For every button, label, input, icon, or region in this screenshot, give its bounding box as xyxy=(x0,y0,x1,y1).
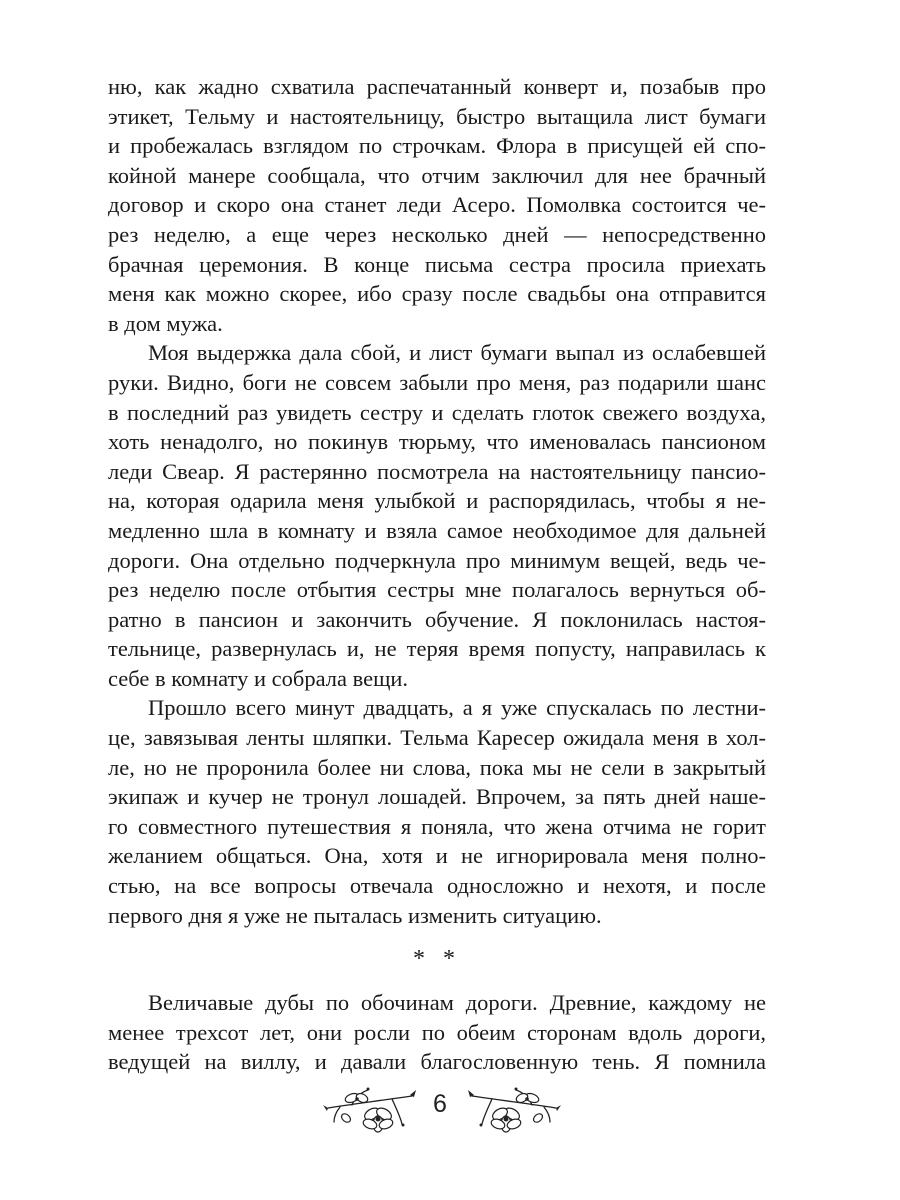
text-line: Прошло всего минут двадцать, а я уже спускалась по лестни- xyxy=(148,695,766,721)
text-line: этикет, Тельму и настоятельницу, быстро вытащила лист бумаги xyxy=(108,103,766,129)
text-line: ведущей на виллу, и давали благословенную тень. Я помнила xyxy=(108,1049,766,1075)
text-line: ратно в пансион и закончить обучение. Я поклонилась настоя- xyxy=(108,606,766,632)
text-line: Моя выдержка дала сбой, и лист бумаги выпал из ослабевшей xyxy=(148,340,766,366)
text-line: Величавые дубы по обочинам дороги. Древние, каждому не xyxy=(148,990,766,1016)
text-line: менее трехсот лет, они росли по обеим сторонам вдоль дороги, xyxy=(108,1019,766,1045)
blossom-branch-icon xyxy=(466,1072,562,1142)
blossom-branch-icon xyxy=(322,1072,418,1142)
text-line: рез неделю, а еще через несколько дней — непосредственно xyxy=(108,221,766,247)
text-line: желанием общаться. Она, хотя и не игнорировала меня полно- xyxy=(108,843,766,869)
text-line: стью, на все вопросы отвечала односложно и нехотя, и после xyxy=(108,873,766,899)
body-text xyxy=(108,72,766,1077)
text-line: ле, но не проронила более ни слова, пока мы не сели в закрытый xyxy=(108,754,766,780)
text-line: договор и скоро она станет леди Асеро. Помолвка состоится че- xyxy=(108,192,766,218)
text-line: рез неделю после отбытия сестры мне полагалось вернуться об- xyxy=(108,577,766,603)
text-line: дороги. Она отдельно подчеркнула про минимум вещей, ведь че- xyxy=(108,547,766,573)
text-line: в последний раз увидеть сестру и сделать глоток свежего воздуха, xyxy=(108,399,766,425)
text-line: на, которая одарила меня улыбкой и распорядилась, чтобы я не- xyxy=(108,488,766,514)
text-line: первого дня я уже не пыталась изменить ситуацию. xyxy=(108,902,602,928)
text-line: и пробежалась взглядом по строчкам. Флора в присущей ей спо- xyxy=(108,133,766,159)
text-line: брачная церемония. В конце письма сестра просила приехать xyxy=(108,251,766,277)
text-line: леди Свеар. Я растерянно посмотрела на настоятельницу пансио- xyxy=(108,458,766,484)
paragraph-3 xyxy=(108,693,766,930)
text-line: в дом мужа. xyxy=(108,310,223,336)
paragraph-1 xyxy=(108,72,766,338)
text-line: себе в комнату и собрала вещи. xyxy=(108,665,409,691)
text-line: тельнице, развернулась и, не теряя время попусту, направилась к xyxy=(108,636,766,662)
text-line: це, завязывая ленты шляпки. Тельма Каресер ожидала меня в хол- xyxy=(108,725,766,751)
section-separator: * * xyxy=(413,946,461,973)
text-line: меня как можно скорее, ибо сразу после свадьбы она отправится xyxy=(108,281,766,307)
text-line: ню, как жадно схватила распечатанный конверт и, позабыв про xyxy=(108,74,766,99)
text-line: койной манере сообщала, что отчим заключил для нее брачный xyxy=(108,162,766,188)
paragraph-4 xyxy=(108,988,766,1077)
text-line: экипаж и кучер не тронул лошадей. Впрочем, за пять дней наше- xyxy=(108,784,766,810)
text-line: медленно шла в комнату и взяла самое необходимое для дальней xyxy=(108,517,766,543)
paragraph-2 xyxy=(108,338,766,693)
text-line: хоть ненадолго, но покинув тюрьму, что именовалась пансионом xyxy=(108,429,766,455)
page-footer xyxy=(0,1072,900,1152)
page-number: 6 xyxy=(433,1090,447,1118)
text-line: руки. Видно, боги не совсем забыли про меня, раз подарили шанс xyxy=(108,369,766,395)
text-line: го совместного путешествия я поняла, что жена отчима не горит xyxy=(108,813,766,839)
